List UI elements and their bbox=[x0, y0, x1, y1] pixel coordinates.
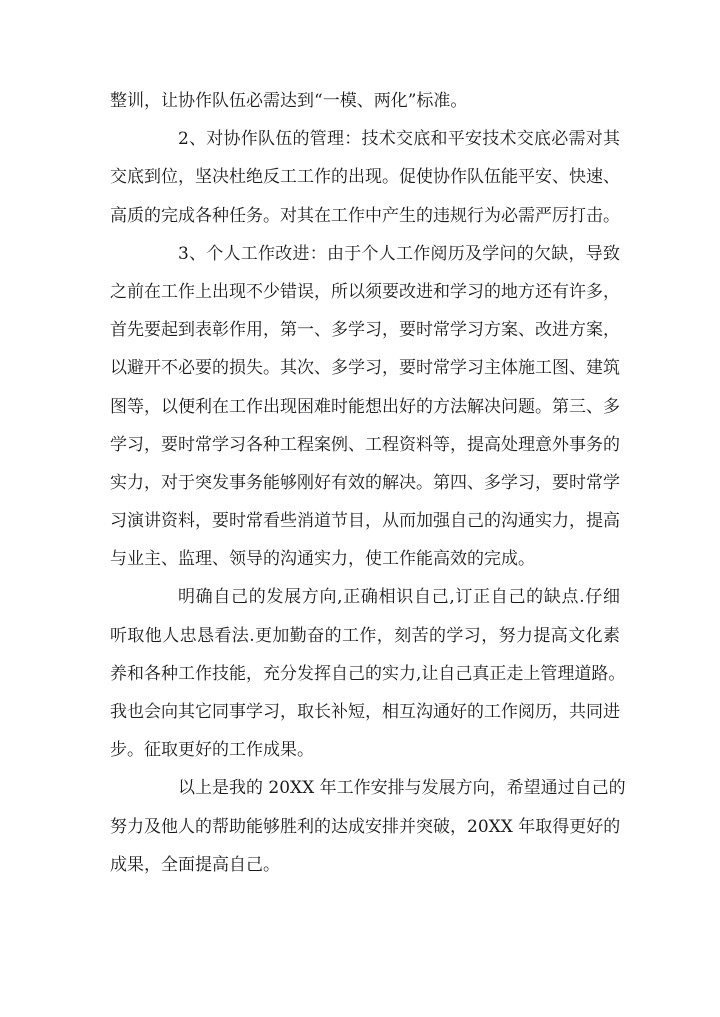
paragraph-line: 图等，以便利在工作出现困难时能想出好的方法解决问题。第三、多 bbox=[110, 396, 620, 417]
paragraph-line: 2、对协作队伍的管理：技术交底和平安技术交底必需对其 bbox=[178, 129, 620, 150]
paragraph-line: 与业主、监理、领导的沟通实力，使工作能高效的完成。 bbox=[110, 549, 535, 570]
paragraph-line: 明确自己的发展方向,正确相识自己,订正自己的缺点.仔细 bbox=[178, 587, 620, 608]
paragraph-line: 实力，对于突发事务能够刚好有效的解决。第四、多学习，要时常学 bbox=[110, 472, 620, 493]
paragraph-line: 养和各种工作技能，充分发挥自己的实力,让自己真正走上管理道路。 bbox=[110, 663, 626, 684]
paragraph-line: 以上是我的 20XX 年工作安排与发展方向，希望通过自己的 bbox=[178, 778, 626, 799]
paragraph-line: 听取他人忠恳看法.更加勤奋的工作，刻苦的学习，努力提高文化素 bbox=[110, 625, 620, 646]
paragraph-line: 习演讲资料，要时常看些消道节目，从而加强自己的沟通实力，提高 bbox=[110, 511, 620, 532]
paragraph-line: 整训，让协作队伍必需达到“一模、两化”标准。 bbox=[110, 91, 468, 111]
paragraph-line: 成果，全面提高自己。 bbox=[110, 854, 280, 875]
paragraph-line: 3、个人工作改进：由于个人工作阅历及学问的欠缺，导致 bbox=[178, 243, 620, 264]
paragraph-line: 努力及他人的帮助能够胜利的达成安排并突破，20XX 年取得更好的 bbox=[110, 816, 621, 837]
paragraph-line: 交底到位，坚决杜绝反工工作的出现。促使协作队伍能平安、快速、 bbox=[110, 167, 620, 188]
paragraph-line: 我也会向其它同事学习，取长补短，相互沟通好的工作阅历，共同进 bbox=[110, 702, 620, 722]
paragraph-line: 之前在工作上出现不少错误，所以须要改进和学习的地方还有许多， bbox=[110, 281, 620, 302]
paragraph-line: 以避开不必要的损失。其次、多学习，要时常学习主体施工图、建筑 bbox=[110, 358, 620, 379]
paragraph-line: 高质的完成各种任务。对其在工作中产生的违规行为必需严厉打击。 bbox=[110, 205, 620, 226]
paragraph-line: 步。征取更好的工作成果。 bbox=[110, 740, 314, 761]
paragraph-line: 学习，要时常学习各种工程案例、工程资料等，提高处理意外事务的 bbox=[110, 434, 620, 455]
document-body bbox=[110, 82, 626, 884]
paragraph-line: 首先要起到表彰作用，第一、多学习，要时常学习方案、改进方案， bbox=[110, 320, 620, 341]
